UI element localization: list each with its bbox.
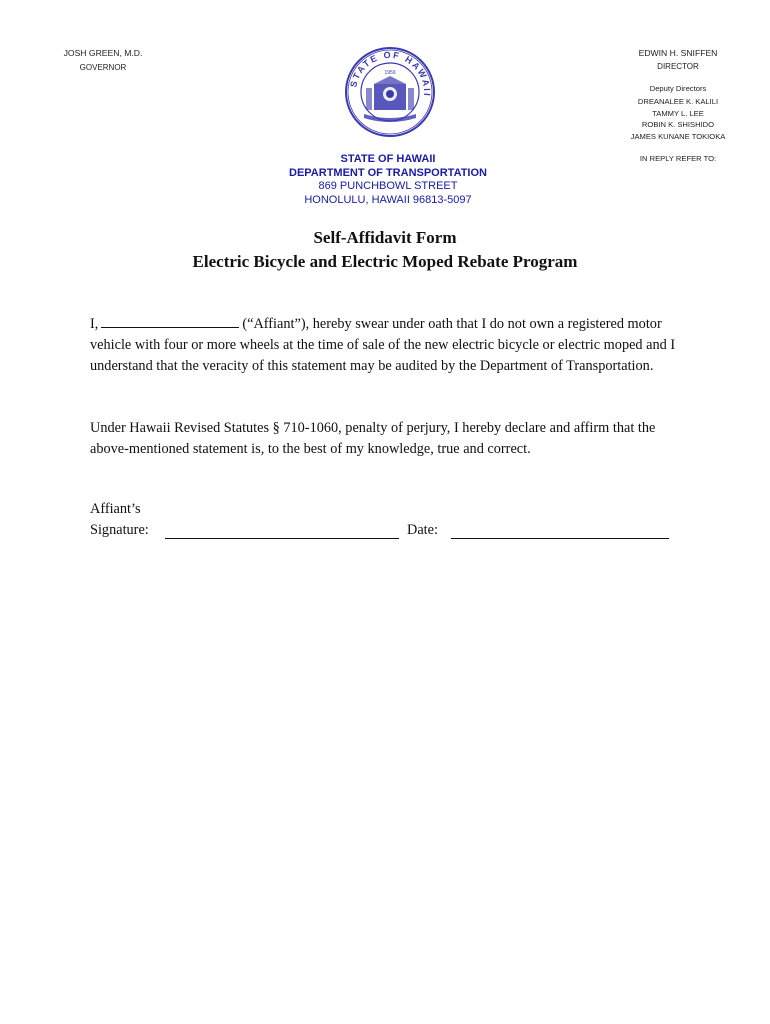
state-seal-icon	[344, 46, 436, 138]
signature-field[interactable]	[165, 538, 399, 539]
seal-ring-text: STATE OF HAWAII	[348, 49, 433, 99]
date-field[interactable]	[451, 538, 669, 539]
director-name: EDWIN H. SNIFFEN	[638, 48, 718, 58]
deputy-director: ROBIN K. SHISHIDO	[641, 120, 715, 130]
dept-state: STATE OF HAWAII	[340, 153, 436, 165]
signature-label-line1: Affiant’s	[90, 501, 141, 517]
deputy-director: JAMES KUNANE TOKIOKA	[630, 131, 726, 141]
department-address-block	[240, 153, 536, 207]
form-title: Self-Affidavit Form	[313, 228, 457, 247]
governor-title: GOVERNOR	[79, 63, 127, 72]
dept-street: 869 PUNCHBOWL STREET	[318, 180, 458, 193]
affidavit-statement-text: (“Affiant”), hereby swear under oath that I do not own a registered motor vehicle with four or more wheels at the time of sale of the new electric bicycle or electric moped and I understand that the veracity of this statement may be audited by the Department of Transportation.	[90, 316, 676, 374]
perjury-declaration: Under Hawaii Revised Statutes § 710-1060, penalty of perjury, I hereby declare and affirm that the above-mentioned statement is, to the best of my knowledge, true and correct.	[90, 420, 656, 457]
affidavit-statement	[90, 313, 690, 377]
governor-name: JOSH GREEN, M.D.	[63, 48, 143, 58]
seal-year: 1959	[384, 70, 396, 76]
reply-refer-label: IN REPLY REFER TO:	[639, 154, 717, 163]
date-label: Date:	[407, 522, 438, 538]
deputy-directors-list	[606, 96, 750, 142]
director-title: DIRECTOR	[657, 62, 699, 71]
deputy-director: TAMMY L. LEE	[652, 108, 704, 118]
signature-label-line2: Signature:	[90, 522, 149, 538]
affiant-name-field[interactable]	[101, 313, 239, 328]
deputy-directors-label: Deputy Directors	[649, 84, 707, 93]
form-subtitle: Electric Bicycle and Electric Moped Rebate Program	[192, 252, 578, 271]
dept-name: DEPARTMENT OF TRANSPORTATION	[289, 166, 487, 179]
deputy-director: DREANALEE K. KALILI	[637, 97, 719, 106]
dept-city: HONOLULU, HAWAII 96813-5097	[304, 193, 472, 206]
affiant-prefix: I,	[90, 316, 99, 332]
